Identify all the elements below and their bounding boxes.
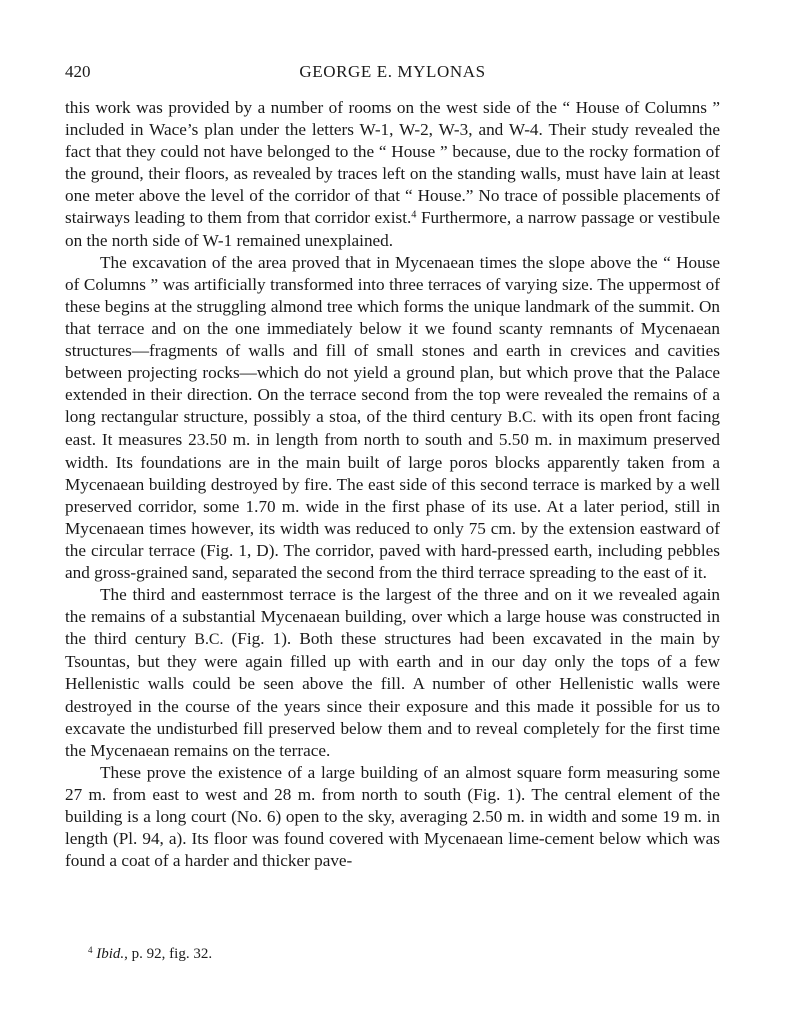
footnote-number: 4 [88, 945, 93, 956]
footnote-4 [88, 946, 212, 963]
era-abbreviation: B.C. [194, 631, 224, 649]
paragraph-2 [65, 252, 720, 584]
paragraph-3-text-a: The third and easternmost terrace is the largest of the three and on it we revealed again the remains of a substantial Mycenaean building, over which a large house was constructed in the third century [65, 585, 720, 649]
paragraph-1-text-a: this work was provided by a number of rooms on the west side of the “ House of Columns ” included in Wace’s plan under the letters W-1, W-2, W-3, and W-4. Their study revealed the fact that they could not have belonged to the “ House ” because, due to the rocky formation of the ground, their floors, as revealed by traces left on the standing walls, must have lain at least one meter above the level of the corridor of that “ House.” No trace of possible placements of stairways leading to them from that corridor exist. [65, 98, 720, 228]
paragraph-4 [65, 762, 720, 872]
running-head-author: GEORGE E. MYLONAS [299, 62, 486, 81]
footnote-reference-4[interactable]: 4 [411, 209, 417, 221]
paragraph-3-text-b: (Fig. 1). Both these structures had been excavated in the main by Tsountas, but they were again filled up with earth and in our day only the tops of a few Hellenistic walls could be seen above the fill. A number of other Hellenistic walls were destroyed in the course of the years since their exposure and this made it possible for us to excavate the undisturbed fill preserved below them and to reveal completely for the first time the Mycenaean remains on the terrace. [65, 629, 720, 760]
body-text [65, 97, 720, 872]
running-header [65, 62, 720, 86]
page-number: 420 [65, 62, 91, 81]
paragraph-1-text-b: Furthermore, a narrow passage or vestibule on the north side of W-1 remained unexplained. [65, 208, 720, 250]
paragraph-4-text-a: These prove the existence of a large building of an almost square form measuring some 27 m. from east to west and 28 m. from north to south (Fig. 1). The central element of the building is a long court (No. 6) open to the sky, averaging 2.50 m. in width and some 19 m. in length (Pl. 94, a). Its floor was found covered with Mycenaean lime-cement below which was found a coat of a harder and thicker pave- [65, 762, 720, 871]
paragraph-2-text-a: The excavation of the area proved that in Mycenaean times the slope above the “ House of Columns ” was artificially transformed into three terraces of varying size. The uppermost of these begins at the struggling almond tree which forms the unique landmark of the summit. On that terrace and on the one immediately below it we found scanty remnants of Mycenaean structures—fragments of walls and fill of small stones and earth in crevices and cavities between projecting rocks—which do not yield a ground plan, but which prove that the Palace extended in their direction. On the terrace second from the top were revealed the remains of a long rectangular structure, possibly a stoa, of the third century [65, 252, 720, 427]
paragraph-3 [65, 584, 720, 762]
footnote-text: , p. 92, fig. 32. [124, 946, 213, 962]
era-abbreviation: B.C. [507, 409, 537, 427]
paragraph-1 [65, 97, 720, 252]
footnote-source: Ibid. [96, 946, 125, 962]
paragraph-2-text-b: with its open front facing east. It measures 23.50 m. in length from north to south and 5.50 m. in maximum preserved width. Its foundations are in the main built of large poros blocks apparently taken from a Mycenaean building destroyed by fire. The east side of this second terrace is marked by a well preserved corridor, some 1.70 m. wide in the first phase of its use. At a later period, still in Mycenaean times however, its width was reduced to only 75 cm. by the extension eastward of the circular terrace (Fig. 1, D). The corridor, paved with hard-pressed earth, including pebbles and gross-grained sand, separated the second from the third terrace spreading to the east of it. [65, 407, 721, 582]
